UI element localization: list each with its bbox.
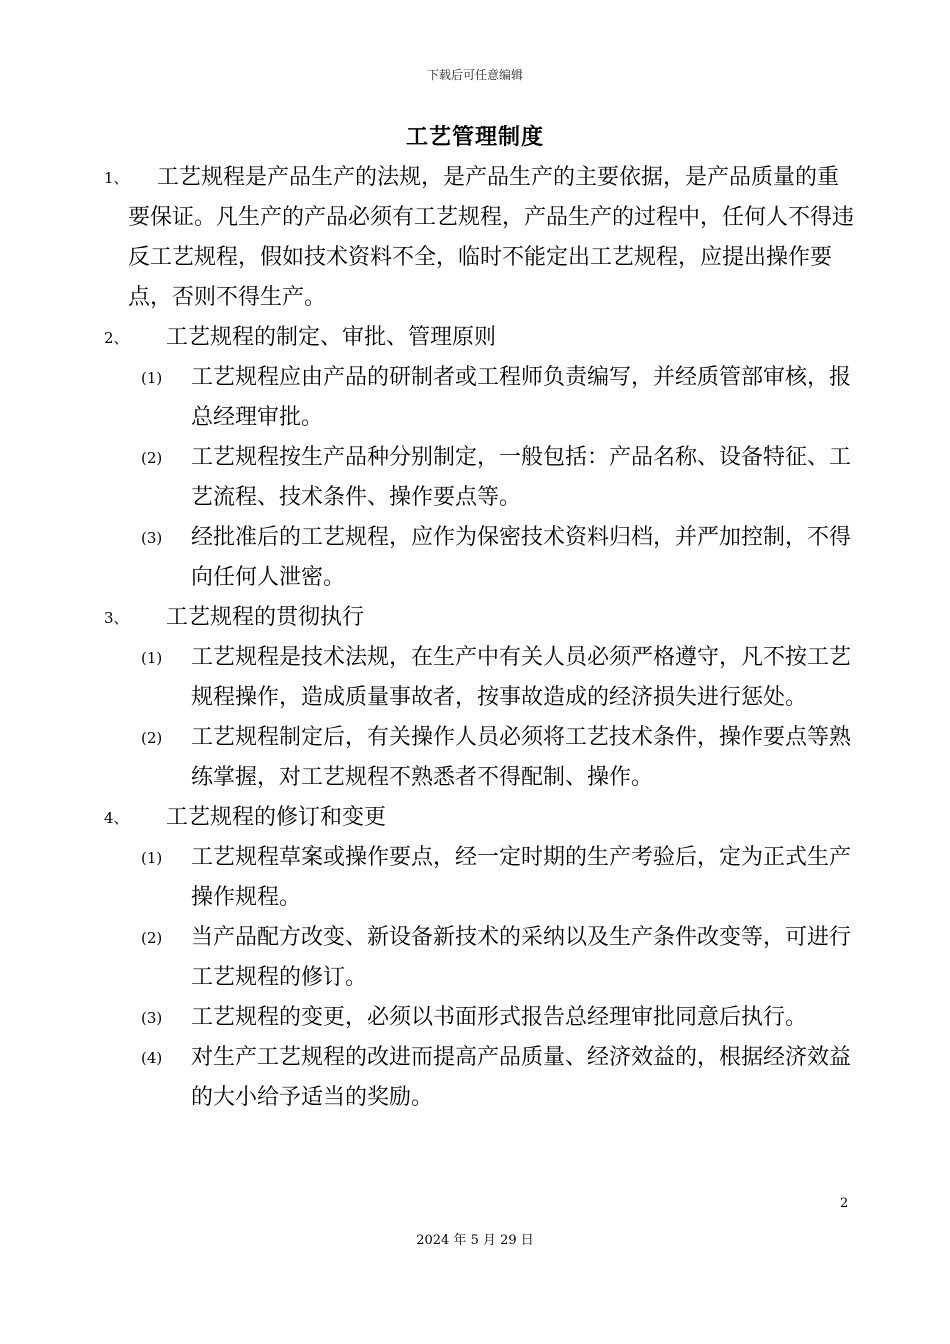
list-item — [141, 438, 853, 518]
item-number: (2) — [141, 449, 163, 467]
section-heading: 工艺规程的制定、审批、管理原则 — [166, 325, 497, 350]
item-text: 工艺规程草案或操作要点，经一定时期的生产考验后，定为正式生产操作规程。 — [191, 845, 852, 910]
section-number: 3、 — [104, 609, 129, 627]
item-number: (4) — [141, 1049, 163, 1067]
section-number: 4、 — [104, 809, 129, 827]
item-text: 工艺规程是技术法规，在生产中有关人员必须严格遵守，凡不按工艺规程操作，造成质量事故者，按事故造成的经济损失进行惩处。 — [191, 645, 852, 710]
item-number: (2) — [141, 929, 163, 947]
section-4-heading — [104, 798, 854, 838]
section-text: 工艺规程是产品生产的法规，是产品生产的主要依据，是产品质量的重要保证。凡生产的产品必须有工艺规程，产品生产的过程中，任何人不得违反工艺规程，假如技术资料不全，临时不能定出工艺规程，应提出操作要点，否则不得生产。 — [128, 165, 855, 310]
document-title: 工艺管理制度 — [405, 125, 544, 150]
item-text: 工艺规程制定后，有关操作人员必须将工艺技术条件，操作要点等熟练掌握，对工艺规程不熟悉者不得配制、操作。 — [191, 725, 852, 790]
item-number: (3) — [141, 1009, 163, 1027]
page-header: 下载后可任意编辑 — [426, 68, 523, 82]
item-number: (3) — [141, 529, 163, 547]
section-heading: 工艺规程的贯彻执行 — [166, 605, 365, 630]
page-number: 2 — [840, 1196, 849, 1211]
list-item — [141, 838, 853, 918]
section-1 — [104, 158, 854, 318]
item-number: (1) — [141, 369, 163, 387]
section-number: 2、 — [104, 329, 129, 347]
footer-date: 2024 年 5 月 29 日 — [416, 1233, 534, 1248]
item-number: (1) — [141, 849, 163, 867]
list-item — [141, 638, 853, 718]
item-number: (2) — [141, 729, 163, 747]
list-item — [141, 358, 853, 438]
list-item — [141, 518, 853, 598]
item-text: 工艺规程的变更，必须以书面形式报告总经理审批同意后执行。 — [191, 1005, 808, 1030]
section-heading: 工艺规程的修订和变更 — [166, 805, 387, 830]
item-text: 对生产工艺规程的改进而提高产品质量、经济效益的，根据经济效益的大小给予适当的奖励。 — [191, 1045, 852, 1110]
list-item — [141, 998, 853, 1038]
list-item — [141, 918, 853, 998]
item-text: 工艺规程按生产品种分别制定，一般包括：产品名称、设备特征、工艺流程、技术条件、操作要点等。 — [191, 445, 852, 510]
section-number: 1、 — [104, 169, 129, 187]
section-3-heading — [104, 598, 854, 638]
section-2-heading — [104, 318, 854, 358]
item-number: (1) — [141, 649, 163, 667]
list-item — [141, 718, 853, 798]
item-text: 经批准后的工艺规程，应作为保密技术资料归档，并严加控制，不得向任何人泄密。 — [191, 525, 852, 590]
document-body — [0, 158, 950, 1118]
list-item — [141, 1038, 853, 1118]
item-text: 当产品配方改变、新设备新技术的采纳以及生产条件改变等，可进行工艺规程的修订。 — [191, 925, 852, 990]
item-text: 工艺规程应由产品的研制者或工程师负责编写，并经质管部审核，报总经理审批。 — [191, 365, 852, 430]
